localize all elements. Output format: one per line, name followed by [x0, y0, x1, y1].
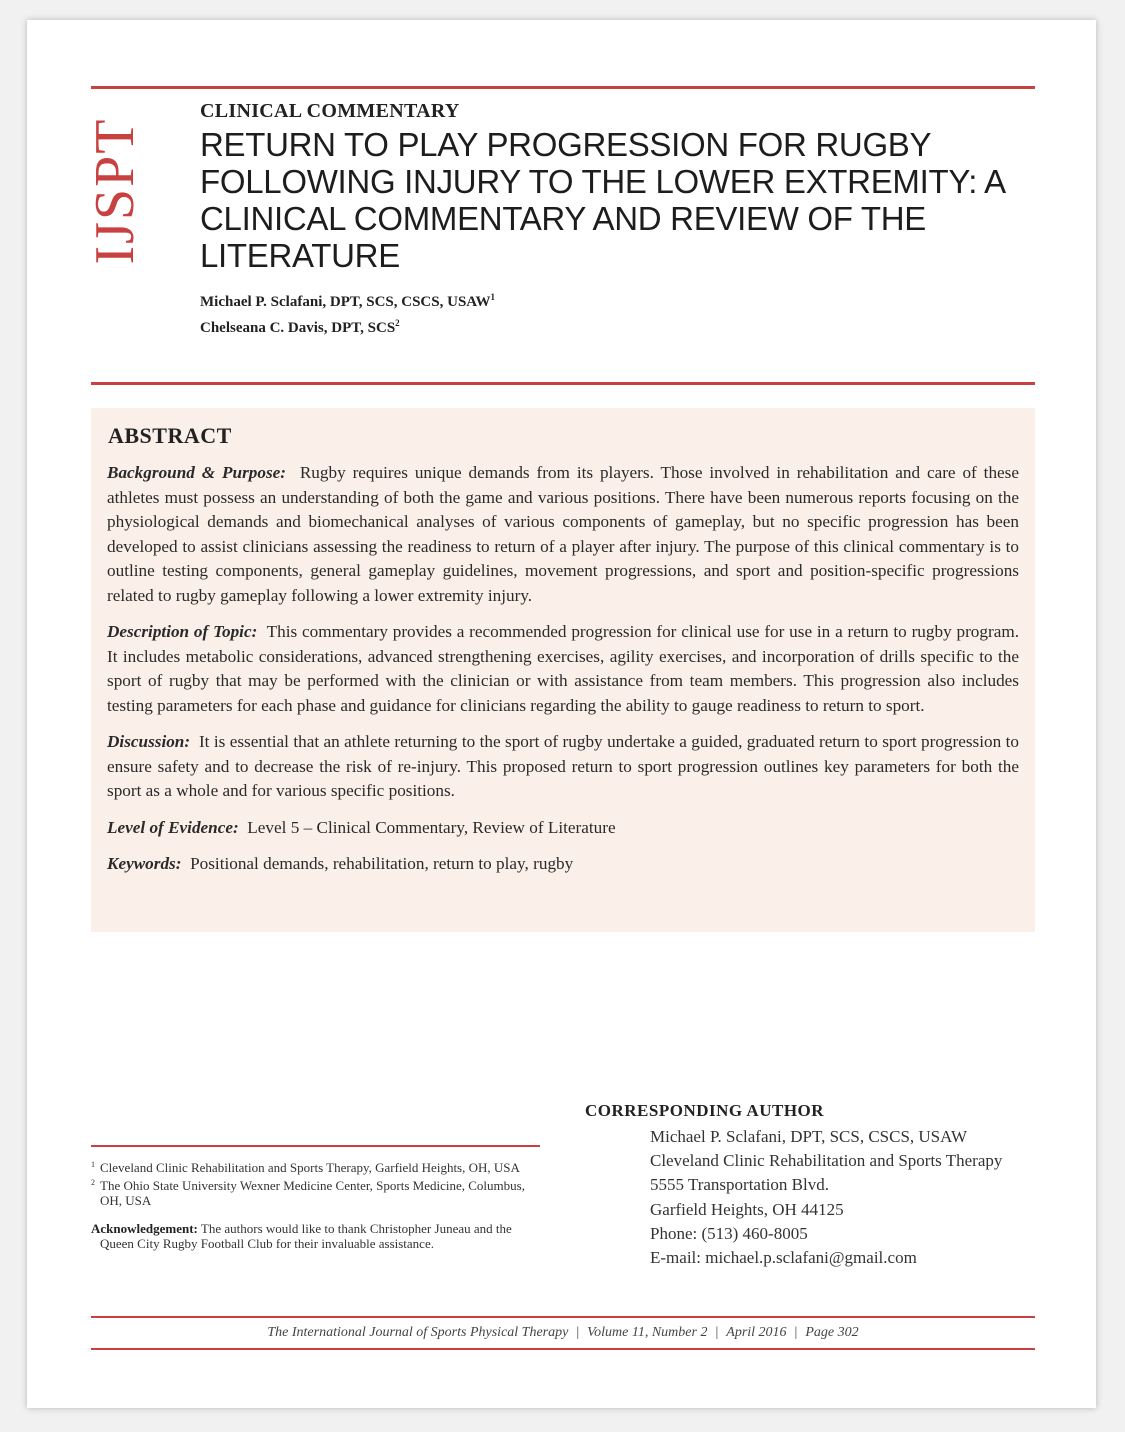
corresponding-line: Cleveland Clinic Rehabilitation and Sports Therapy	[650, 1151, 1003, 1171]
journal-logo	[80, 98, 150, 283]
corresponding-line: Garfield Heights, OH 44125	[650, 1199, 844, 1219]
corresponding-author-heading: CORRESPONDING AUTHOR	[585, 1101, 825, 1120]
corresponding-line: Michael P. Sclafani, DPT, SCS, CSCS, USAW	[650, 1127, 968, 1146]
page-footer: The International Journal of Sports Physical Therapy | Volume 11, Number 2 | April 2016 | Page 302	[267, 1325, 859, 1340]
corresponding-line: 5555 Transportation Blvd.	[650, 1175, 829, 1195]
footer-date: April 2016	[726, 1325, 787, 1340]
paper-page	[27, 20, 1096, 1408]
top-rule	[91, 86, 1035, 89]
corresponding-author-details	[650, 1125, 1035, 1270]
corresponding-line: Phone: (513) 460-8005	[650, 1223, 808, 1243]
footnotes	[91, 1160, 541, 1252]
article-title: RETURN TO PLAY PROGRESSION FOR RUGBY FOLLOWING INJURY TO THE LOWER EXTREMITY: A CLINICAL COMMENTARY AND REVIEW OF THE LITERATURE	[200, 126, 1005, 274]
header-bottom-rule	[91, 382, 1035, 385]
author-list	[200, 287, 495, 339]
abstract-section: Description of Topic: This commentary provides a recommended progression for clinical use for use in a return to rugby program. It includes metabolic considerations, advanced strengthening exercises, agility exercises, and incorporation of drills specific to the sport of rugby that may be performed with the clinician or with assistance from team members. This progression also includes testing parameters for each phase and guidance for clinicians regarding the ability to gauge readiness to return to sport.	[107, 622, 1020, 715]
author: Michael P. Sclafani, DPT, SCS, CSCS, USAW$^1$	[200, 292, 495, 310]
abstract-box	[91, 408, 1035, 932]
author: Chelseana C. Davis, DPT, SCS$^2$	[200, 318, 400, 336]
journal-logo-text: IJSPT	[84, 117, 146, 264]
footnote: 1 Cleveland Clinic Rehabilitation and Sports Therapy, Garfield Heights, OH, USA	[91, 1160, 520, 1175]
footnote: 2 The Ohio State University Wexner Medicine Center, Sports Medicine, Columbus, OH, USA	[91, 1177, 525, 1208]
footer-volume: Volume 11, Number 2	[587, 1325, 708, 1340]
footer-bottom-rule	[91, 1348, 1035, 1350]
footnote-rule	[91, 1145, 540, 1147]
footer-top-rule	[91, 1316, 1035, 1318]
abstract-section: Discussion: It is essential that an athlete returning to the sport of rugby undertake a guided, graduated return to sport progression to ensure safety and to decrease the risk of re-injury. This proposed return to sport progression outlines key parameters for both the sport as a whole and for various specific positions.	[107, 732, 1019, 800]
abstract-section: Level of Evidence: Level 5 – Clinical Commentary, Review of Literature	[107, 817, 616, 837]
abstract-section: Keywords: Positional demands, rehabilitation, return to play, rugby	[107, 854, 574, 873]
acknowledgement: Acknowledgement: The authors would like to thank Christopher Juneau and the Queen City Rugby Football Club for their invaluable assistance.	[91, 1220, 512, 1251]
article-type: CLINICAL COMMENTARY	[200, 100, 460, 122]
abstract-heading: ABSTRACT	[108, 423, 232, 448]
abstract-body	[107, 461, 1019, 889]
footer-page: Page 302	[805, 1325, 859, 1340]
abstract-section: Background & Purpose: Rugby requires unique demands from its players. Those involved in rehabilitation and care of these athletes must possess an understanding of both the game and various positions. There have been numerous reports focusing on the physiological demands and biomechanical analyses of various components of gameplay, but no specific progression has been developed to assist clinicians assessing the readiness to return of a player after injury. The purpose of this clinical commentary is to outline testing components, general gameplay guidelines, movement progressions, and sport and position-specific progressions related to rugby gameplay following a lower extremity injury.	[107, 463, 1019, 605]
corresponding-email: E-mail: michael.p.sclafani@gmail.com	[650, 1248, 917, 1268]
footer-journal: The International Journal of Sports Physical Therapy	[267, 1325, 569, 1340]
